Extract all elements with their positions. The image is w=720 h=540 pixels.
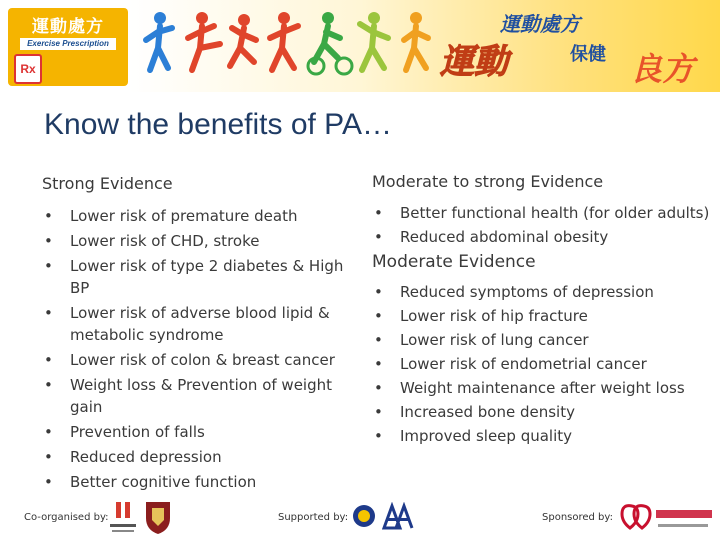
list-item: • Better cognitive function	[42, 471, 347, 493]
walker-figure-icon	[404, 12, 428, 70]
medical-association-crest-icon	[144, 498, 172, 536]
list-item: • Prevention of falls	[42, 421, 347, 443]
list-item: • Lower risk of premature death	[42, 205, 347, 227]
rx-icon: Rx	[14, 54, 42, 84]
department-health-logo	[108, 500, 138, 536]
logo-subtitle: Exercise Prescription	[20, 38, 116, 50]
list-item: • Improved sleep quality	[372, 426, 712, 446]
stretcher-figure-icon	[360, 12, 388, 70]
moderate-heading: Moderate Evidence	[372, 252, 536, 272]
runner-figure-icon	[146, 12, 172, 70]
supported-by-label: Supported by:	[278, 512, 349, 523]
slogan-side: 保健	[570, 44, 606, 65]
co-organised-label: Co-organised by:	[24, 512, 109, 523]
list-item: • Reduced abdominal obesity	[372, 227, 712, 247]
moderate-strong-heading: Moderate to strong Evidence	[372, 172, 604, 191]
jumper-figure-icon	[230, 14, 256, 66]
sports-institute-logo	[352, 500, 376, 534]
moderate-list	[372, 282, 712, 446]
list-item: • Increased bone density	[372, 402, 712, 422]
strong-evidence-column	[42, 172, 347, 496]
kicker-figure-icon	[188, 12, 220, 70]
pfa-logo	[382, 502, 414, 532]
slide-title: Know the benefits of PA…	[44, 108, 392, 141]
list-item: • Lower risk of endometrial cancer	[372, 354, 712, 374]
slogan-main: 運動	[440, 42, 508, 82]
list-item: • Lower risk of CHD, stroke	[42, 230, 347, 252]
slogan-big: 良方	[630, 50, 695, 88]
list-item: • Lower risk of hip fracture	[372, 306, 712, 326]
exercise-figures-graphic	[140, 4, 440, 84]
header-banner	[0, 0, 720, 92]
footer-sponsors	[0, 498, 720, 540]
list-item: • Lower risk of type 2 diabetes & High BP	[42, 255, 347, 299]
slogan-top: 運動處方	[500, 12, 580, 36]
dancer-figure-icon	[270, 12, 298, 70]
strong-evidence-heading: Strong Evidence	[42, 174, 173, 193]
logo-title: 運動處方	[32, 17, 104, 37]
moderate-evidence-column	[372, 170, 712, 450]
strong-evidence-list	[42, 205, 347, 493]
list-item: • Reduced depression	[42, 446, 347, 468]
exercise-prescription-logo	[8, 8, 128, 86]
list-item: • Lower risk of lung cancer	[372, 330, 712, 350]
list-item: • Weight maintenance after weight loss	[372, 378, 712, 398]
cyclist-figure-icon	[308, 12, 352, 74]
list-item: • Lower risk of adverse blood lipid & metabolic syndrome	[42, 302, 347, 346]
sponsored-by-label: Sponsored by:	[542, 512, 613, 523]
list-item: • Reduced symptoms of depression	[372, 282, 712, 302]
chinese-slogan-graphic	[440, 4, 720, 90]
moderate-strong-list	[372, 203, 712, 247]
list-item: • Weight loss & Prevention of weight gain	[42, 374, 347, 418]
list-item: • Lower risk of colon & breast cancer	[42, 349, 347, 371]
sponsor-logo	[618, 500, 714, 534]
list-item: • Better functional health (for older adults)	[372, 203, 712, 223]
